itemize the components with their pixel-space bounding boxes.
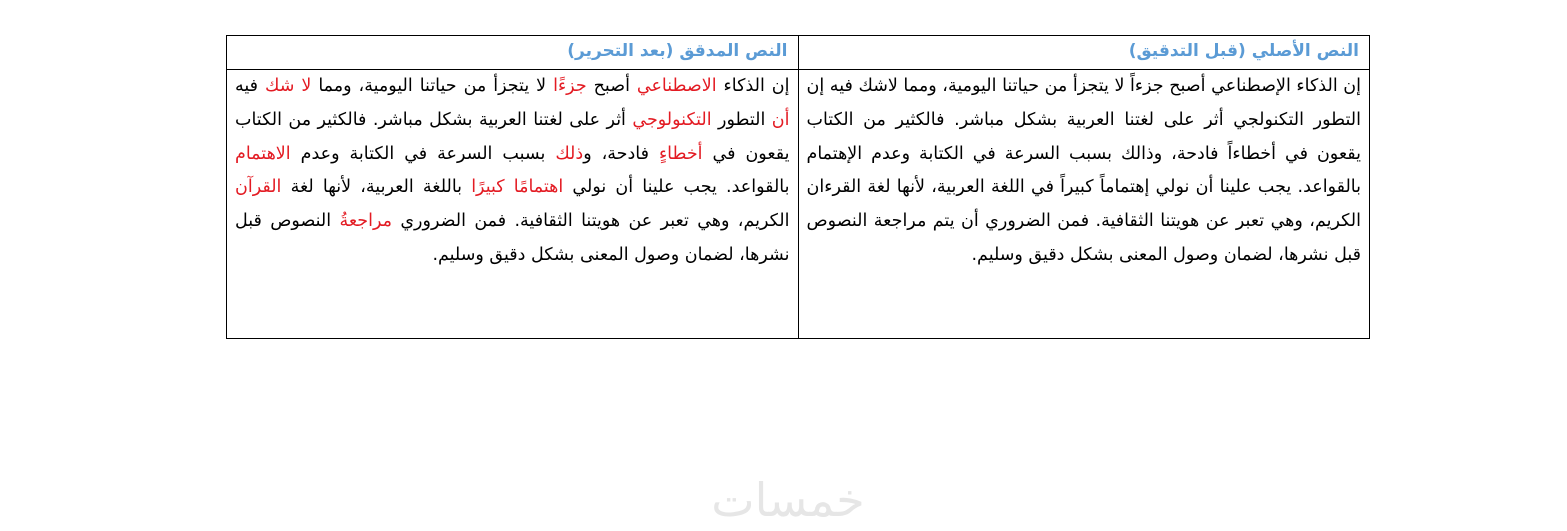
corrected-word: ذلك	[555, 143, 584, 164]
text-segment: باللغة العربية، لأنها لغة	[281, 177, 472, 198]
text-segment: لا يتجزأ من حياتنا اليومية، ومما	[311, 76, 554, 96]
corrected-word: أن	[771, 109, 790, 130]
original-text-header: النص الأصلي (قبل التدقيق)	[798, 36, 1370, 70]
corrected-word: جزءًا	[553, 76, 587, 96]
edited-text-cell	[227, 70, 799, 339]
corrected-word: الاهتمام	[235, 143, 291, 164]
text-segment: بالقواعد. يجب علينا أن نولي	[563, 177, 790, 198]
corrected-word: أخطاءٍ	[658, 143, 703, 164]
text-segment: إن الذكاء	[716, 76, 790, 96]
text-segment: بسبب السرعة في الكتابة وعدم	[290, 143, 556, 164]
original-text-cell: إن الذكاء الإصطناعي أصبح جزءاً لا يتجزأ من حياتنا اليومية، ومما لاشك فيه إن التطور التكنولجي أثر على لغتنا العربية بشكل مباشر. فالكثير من الكتاب يقعون في أخطاءاً فادحة، وذالك بسبب السرعة في الكتابة وعدم الإهتمام بالقواعد. يجب علينا أن نولي إهتماماً كبيراً في اللغة العربية، لأنها لغة القرءان الكريم، وهي تعبر عن هويتنا الثقافية. فمن الضروري أن يتم مراجعة النصوص قبل نشرها، لضمان وصول المعنى بشكل دقيق وسليم.	[798, 70, 1370, 339]
text-segment: فيه	[235, 76, 265, 96]
text-segment: أصبح	[586, 76, 637, 96]
text-segment: فادحة، و	[583, 143, 659, 164]
text-segment: أثر على لغتنا العربية بشكل مباشر. فالكثير من الكتاب يقعون في	[235, 109, 790, 164]
edited-text-header: النص المدقق (بعد التحرير)	[227, 36, 799, 70]
text-segment: التطور	[711, 109, 772, 130]
header-row	[227, 36, 1370, 70]
site-watermark-logo: خمسات	[711, 473, 865, 527]
corrected-word: القرآن	[235, 177, 282, 198]
corrected-word: مراجعةُ	[339, 211, 392, 232]
text-segment: الكريم، وهي تعبر عن هويتنا الثقافية. فمن الضروري	[392, 211, 790, 232]
content-row	[227, 70, 1370, 339]
text-segment: النصوص قبل نشرها، لضمان وصول المعنى بشكل دقيق وسليم.	[235, 211, 790, 265]
corrected-word: التكنولوجي	[632, 109, 712, 130]
comparison-table	[226, 35, 1370, 339]
corrected-word: الاصطناعي	[636, 76, 717, 96]
corrected-word: اهتمامًا كبيرًا	[471, 177, 564, 198]
corrected-word: لا شك	[265, 76, 312, 96]
